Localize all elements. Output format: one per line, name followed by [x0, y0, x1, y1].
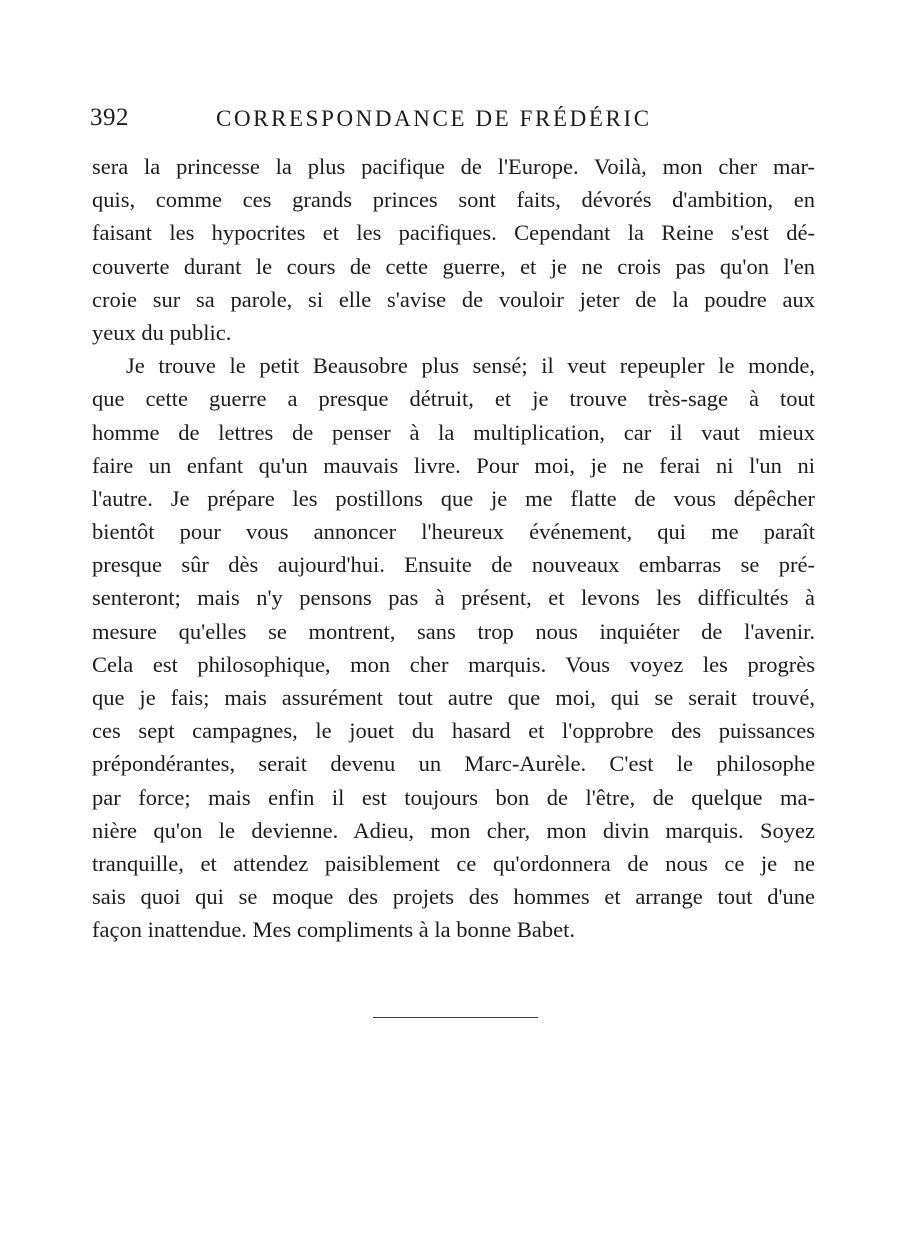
- text-line: faire un enfant qu'un mauvais livre. Pour moi, je ne ferai ni l'un ni: [92, 452, 815, 478]
- text-line: presque sûr dès aujourd'hui. Ensuite de nouveaux embarras se pré-: [92, 552, 815, 578]
- running-head: [90, 104, 815, 140]
- text-line: couverte durant le cours de cette guerre, et je ne crois pas qu'on l'en: [92, 253, 815, 279]
- text-line: Je trouve le petit Beausobre plus sensé; il veut repeupler le monde,: [126, 353, 815, 379]
- running-title: CORRESPONDANCE DE FRÉDÉRIC: [216, 106, 652, 131]
- text-line: nière qu'on le devienne. Adieu, mon cher, mon divin marquis. Soyez: [92, 817, 815, 843]
- text-line: yeux du public.: [92, 319, 232, 345]
- text-line: tranquille, et attendez paisiblement ce qu'ordonnera de nous ce je ne: [92, 850, 815, 876]
- paragraph-1: [92, 150, 815, 349]
- page-number: 392: [90, 104, 129, 131]
- text-line: faisant les hypocrites et les pacifiques. Cependant la Reine s'est dé-: [92, 220, 815, 246]
- text-line: l'autre. Je prépare les postillons que je me flatte de vous dépêcher: [92, 485, 815, 511]
- paragraph-2: [92, 349, 815, 946]
- text-line: que cette guerre a presque détruit, et je trouve très-sage à tout: [92, 386, 815, 412]
- text-line: sais quoi qui se moque des projets des hommes et arrange tout d'une: [92, 884, 815, 910]
- text-line: par force; mais enfin il est toujours bon de l'être, de quelque ma-: [92, 784, 815, 810]
- text-line: senteront; mais n'y pensons pas à présent, et levons les difficultés à: [92, 585, 815, 611]
- text-line: ces sept campagnes, le jouet du hasard et l'opprobre des puissances: [92, 718, 815, 744]
- section-divider-rule: [373, 1017, 538, 1018]
- text-line: quis, comme ces grands princes sont faits, dévorés d'ambition, en: [92, 187, 815, 213]
- text-line: que je fais; mais assurément tout autre que moi, qui se serait trouvé,: [92, 685, 815, 710]
- text-line: bientôt pour vous annoncer l'heureux événement, qui me paraît: [92, 519, 815, 545]
- text-line: façon inattendue. Mes compliments à la bonne Babet.: [92, 917, 575, 943]
- text-line: Cela est philosophique, mon cher marquis. Vous voyez les progrès: [92, 651, 815, 677]
- text-line: mesure qu'elles se montrent, sans trop nous inquiéter de l'avenir.: [92, 618, 815, 644]
- letter-body: [92, 150, 815, 947]
- text-line: croie sur sa parole, si elle s'avise de vouloir jeter de la poudre aux: [92, 286, 815, 312]
- text-line: prépondérantes, serait devenu un Marc-Aurèle. C'est le philosophe: [92, 751, 815, 777]
- text-line: sera la princesse la plus pacifique de l'Europe. Voilà, mon cher mar-: [92, 154, 815, 179]
- text-line: homme de lettres de penser à la multiplication, car il vaut mieux: [92, 419, 815, 445]
